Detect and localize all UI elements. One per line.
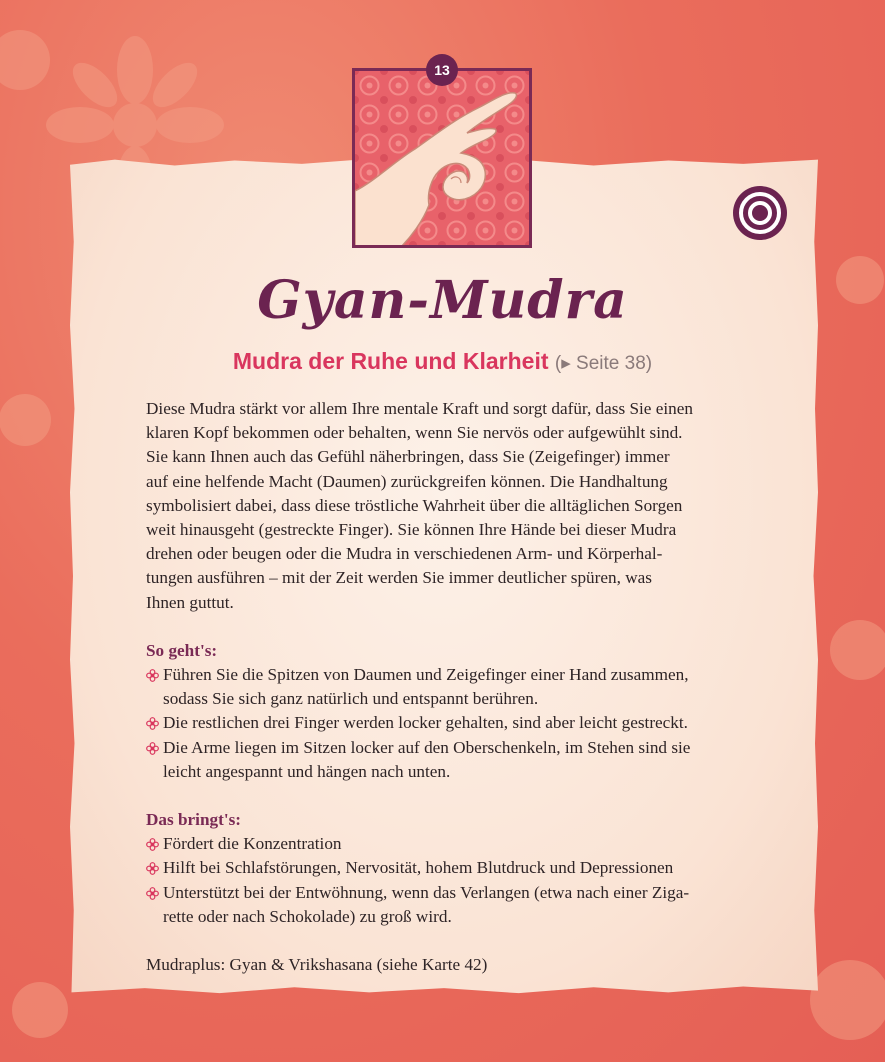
intro-line: Sie kann Ihnen auch das Gefühl näherbringen, dass Sie (Zeigefinger) immer [146,447,670,467]
hand-illustration-tile [352,68,532,248]
list-item-line: Hilft bei Schlafstörungen, Nervosität, hohem Blutdruck und Depressionen [163,858,674,878]
intro-line: tungen ausführen – mit der Zeit werden Sie immer deutlicher spüren, was [146,568,652,588]
list-item-line: Die Arme liegen im Sitzen locker auf den Oberschenkeln, im Stehen sind sie [163,737,691,757]
gyan-mudra-hand-icon [355,71,529,245]
list-item-line: leicht angespannt und hängen nach unten. [163,761,451,781]
benefits-list [146,832,746,929]
list-item-line: rette oder nach Schokolade) zu groß wird. [163,906,452,926]
intro-line: weit hinausgeht (gestreckte Finger). Sie können Ihre Hände bei dieser Mudra [146,520,677,540]
intro-line: Diese Mudra stärkt vor allem Ihre mentale Kraft und sorgt dafür, dass Sie einen [146,399,693,418]
mudraplus-note: Mudraplus: Gyan & Vrikshasana (siehe Karte 42) [146,955,488,975]
flower-bullet-icon [146,669,159,682]
list-item [146,711,746,735]
flower-bullet-icon [146,717,159,730]
howto-list [146,663,746,784]
list-item [146,736,746,784]
subtitle-text: Mudra der Ruhe und Klarheit [232,348,549,374]
list-item-line: Fördert die Konzentration [163,834,342,854]
list-item-line: sodass Sie sich ganz natürlich und entspannt berühren. [163,689,539,709]
intro-line: auf eine helfende Macht (Daumen) zurückgreifen können. Die Handhaltung [146,471,668,491]
list-item [146,856,746,880]
list-item [146,663,746,711]
list-item-line: Die restlichen drei Finger werden locker gehalten, sind aber leicht gestreckt. [163,713,688,733]
intro-line: klaren Kopf bekommen oder behalten, wenn Sie nervös oder aufgewühlt sind. [146,423,683,443]
list-item-line: Führen Sie die Spitzen von Daumen und Zeigefinger einer Hand zusammen, [163,665,689,685]
benefits-heading: Das bringt's: [146,810,242,830]
intro-paragraph [146,397,746,615]
intro-line: Ihnen guttut. [146,592,234,612]
intro-line: symbolisiert dabei, dass diese tröstliche Wahrheit über die alltäglichen Sorgen [146,495,683,515]
flower-bullet-icon [146,887,159,900]
card-number-badge: 13 [426,54,458,86]
flower-bullet-icon [146,838,159,851]
page-reference: (▸ Seite 38) [554,353,653,374]
card-title: Gyan-Mudra [257,270,628,331]
concentric-circles-icon [732,185,788,241]
list-item [146,832,746,856]
howto-heading: So geht's: [146,640,218,660]
card-subtitle [0,348,885,375]
flower-bullet-icon [146,742,159,755]
card-content [146,397,746,977]
list-item [146,881,746,929]
flower-bullet-icon [146,862,159,875]
list-item-line: Unterstützt bei der Entwöhnung, wenn das Verlangen (etwa nach einer Ziga- [163,882,690,902]
intro-line: drehen oder beugen oder die Mudra in verschiedenen Arm- und Körperhal- [146,544,663,564]
